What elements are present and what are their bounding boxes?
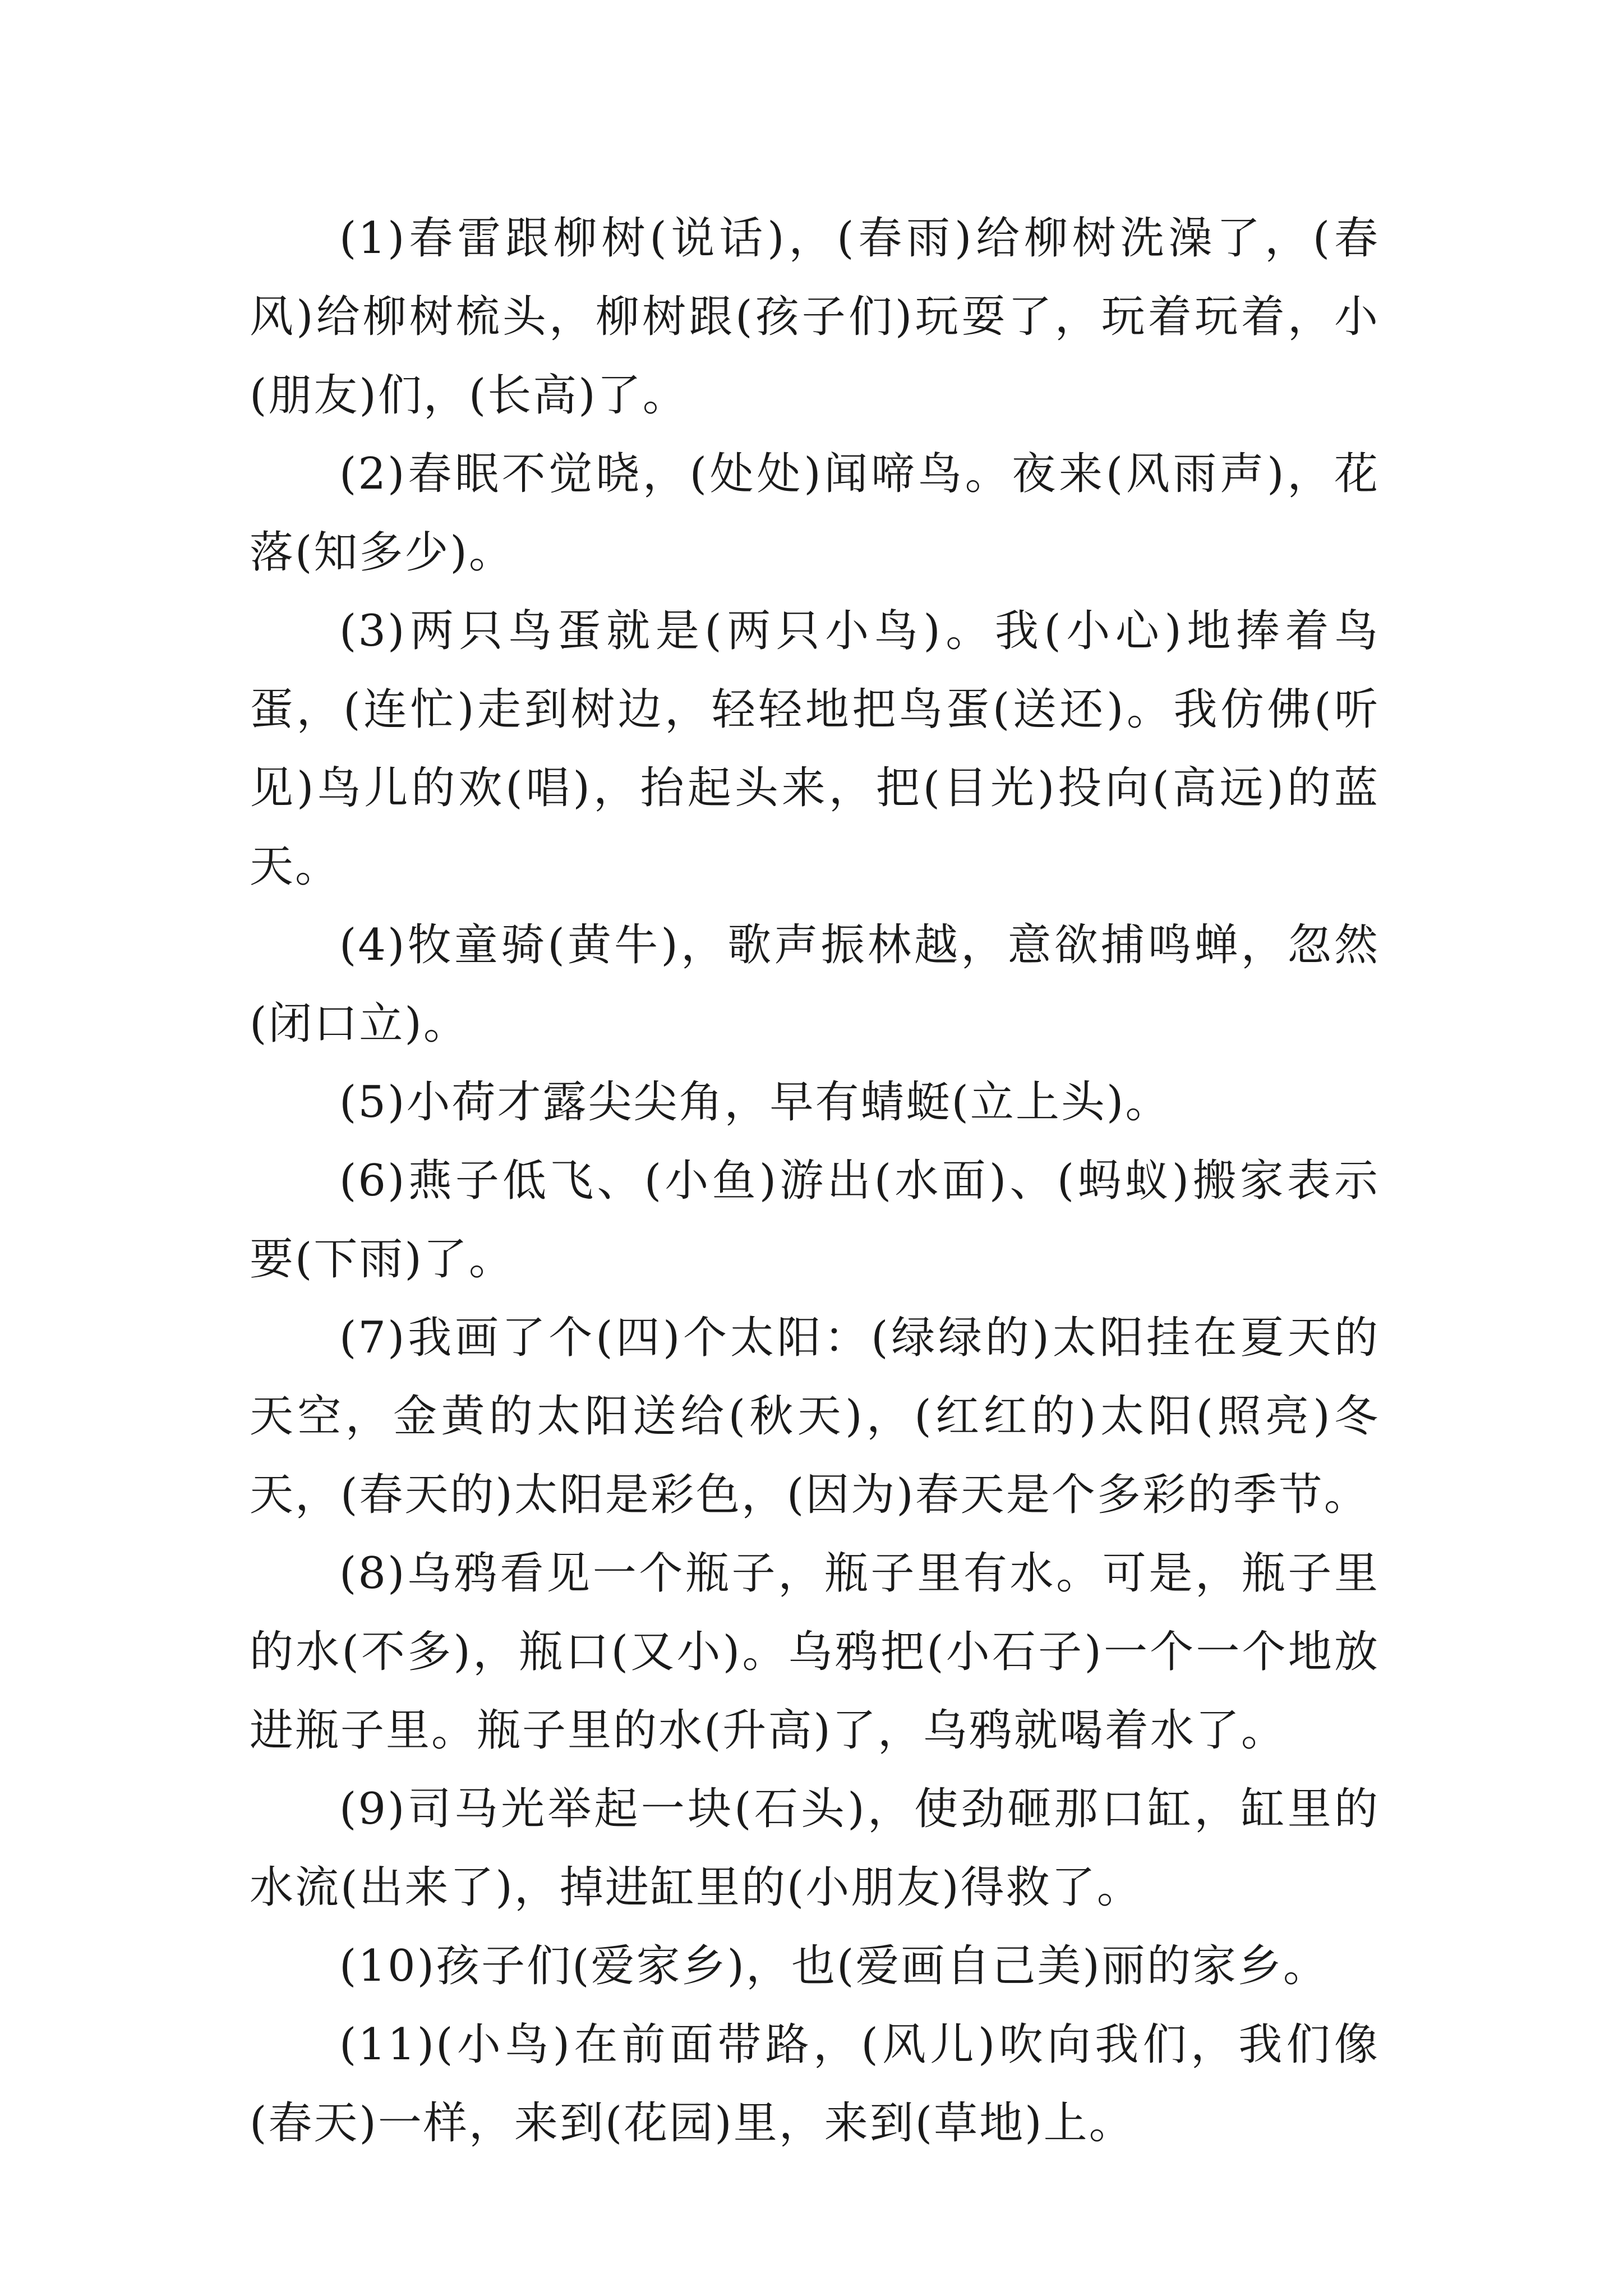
- paragraph-9: (9)司马光举起一块(石头)，使劲砸那口缸，缸里的水流(出来了)，掉进缸里的(小朋友)得救了。: [250, 1784, 1380, 1913]
- paragraph-10: (10)孩子们(爱家乡)，也(爱画自己美)丽的家乡。: [339, 1941, 1329, 1991]
- paragraph-5: (5)小荷才露尖尖角，早有蜻蜓(立上头)。: [339, 1077, 1171, 1128]
- paragraph-11: (11)(小鸟)在前面带路，(风儿)吹向我们，我们像(春天)一样，来到(花园)里，来到(草地)上。: [250, 2019, 1380, 2148]
- paragraph-8: (8)乌鸦看见一个瓶子，瓶子里有水。可是，瓶子里的水(不多)，瓶口(又小)。乌鸦把(小石子)一个一个地放进瓶子里。瓶子里的水(升高)了，乌鸦就喝着水了。: [250, 1548, 1380, 1756]
- paragraph-4: (4)牧童骑(黄牛)，歌声振林越，意欲捕鸣蝉，忽然(闭口立)。: [250, 920, 1380, 1049]
- paragraph-2: (2)春眠不觉晓，(处处)闻啼鸟。夜来(风雨声)，花落(知多少)。: [250, 449, 1380, 578]
- paragraph-1: (1)春雷跟柳树(说话)，(春雨)给柳树洗澡了，(春风)给柳树梳头，柳树跟(孩子们)玩耍了，玩着玩着，小(朋友)们，(长高)了。: [250, 213, 1380, 421]
- paragraph-7: (7)我画了个(四)个太阳：(绿绿的)太阳挂在夏天的天空，金黄的太阳送给(秋天)，(红红的)太阳(照亮)冬天，(春天的)太阳是彩色，(因为)春天是个多彩的季节。: [250, 1313, 1380, 1520]
- paragraph-6: (6)燕子低飞、(小鱼)游出(水面)、(蚂蚁)搬家表示要(下雨)了。: [250, 1156, 1380, 1285]
- document-body: [250, 199, 1380, 2162]
- paragraph-3: (3)两只鸟蛋就是(两只小鸟)。我(小心)地捧着鸟蛋，(连忙)走到树边，轻轻地把鸟蛋(送还)。我仿佛(听见)鸟儿的欢(唱)，抬起头来，把(目光)投向(高远)的蓝天。: [250, 606, 1380, 892]
